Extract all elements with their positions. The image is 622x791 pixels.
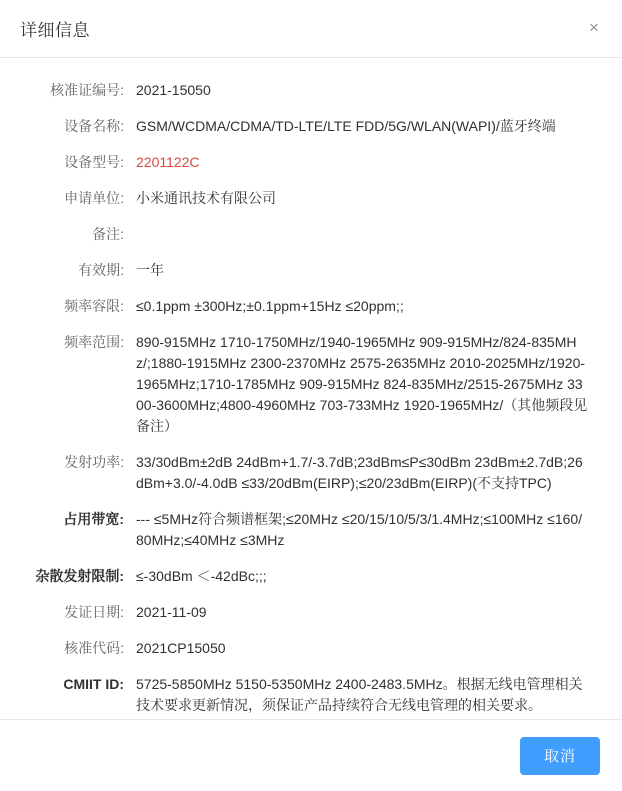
close-icon[interactable]: ×: [589, 18, 599, 37]
detail-field-value: 33/30dBm±2dB 24dBm+1.7/-3.7dB;23dBm≤P≤30dBm 23dBm±2.7dB;26dBm+3.0/-4.0dB ≤33/20dBm(EIRP);≤20/23dBm(EIRP)(不支持TPC): [136, 454, 583, 491]
detail-field-row: [26, 224, 596, 245]
detail-field-label: 频率容限:: [64, 298, 124, 314]
detail-field-row: [26, 509, 596, 551]
detail-field-value: --- ≤5MHz符合频谱框架;≤20MHz ≤20/15/10/5/3/1.4MHz;≤100MHz ≤160/80MHz;≤40MHz ≤3MHz: [136, 511, 583, 548]
detail-field-value: 2021CP15050: [136, 640, 226, 656]
detail-field-value: 5725-5850MHz 5150-5350MHz 2400-2483.5MHz。根据无线电管理相关技术要求更新情况，须保证产品持续符合无线电管理的相关要求。: [136, 676, 583, 713]
detail-field-row: [26, 674, 596, 716]
detail-field-value: ≤-30dBm ＜-42dBc;;;: [136, 568, 267, 584]
detail-field-row: [26, 296, 596, 317]
detail-field-label: 设备名称:: [64, 118, 124, 134]
cancel-button[interactable]: 取消: [520, 737, 600, 775]
detail-field-value: [136, 224, 596, 245]
detail-field-label: 核准证编号:: [50, 82, 124, 98]
dialog-body: [0, 58, 622, 719]
detail-field-list: [26, 80, 596, 716]
detail-field-row: [26, 116, 596, 137]
detail-field-row: [26, 80, 596, 101]
detail-field-row: [26, 452, 596, 494]
detail-field-label: 设备型号:: [64, 154, 124, 170]
detail-field-value: 2021-15050: [136, 82, 211, 98]
detail-field-row: [26, 332, 596, 437]
detail-field-value: 一年: [136, 262, 164, 278]
detail-field-row: [26, 260, 596, 281]
detail-field-label: 发证日期:: [64, 604, 124, 620]
detail-field-value: 2201122C: [136, 154, 200, 170]
detail-field-label: 备注:: [92, 226, 124, 242]
detail-field-label: 占用带宽:: [63, 511, 124, 527]
dialog-title: 详细信息: [20, 21, 90, 40]
detail-field-label: 核准代码:: [64, 640, 124, 656]
detail-field-label: 有效期:: [78, 262, 124, 278]
detail-field-value: 2021-11-09: [136, 604, 207, 620]
detail-field-value: ≤0.1ppm ±300Hz;±0.1ppm+15Hz ≤20ppm;;: [136, 298, 404, 314]
detail-field-row: [26, 152, 596, 173]
detail-field-row: [26, 188, 596, 209]
detail-field-label: 发射功率:: [64, 454, 124, 470]
detail-field-value: 890-915MHz 1710-1750MHz/1940-1965MHz 909-915MHz/824-835MHz/;1880-1915MHz 2300-2370MHz 2575-2635MHz 2010-2025MHz/1920-1965MHz;1710-1785MHz 909-915MHz 824-835MHz/2515-2675MHz 3300-3600MHz;4800-4960MHz 703-733MHz 1920-1965MHz/（其他频段见备注）: [136, 334, 588, 434]
detail-field-label: 杂散发射限制:: [35, 568, 124, 584]
detail-field-label: 申请单位:: [64, 190, 124, 206]
detail-field-value: 小米通讯技术有限公司: [136, 190, 276, 206]
detail-field-row: [26, 566, 596, 587]
detail-field-row: [26, 638, 596, 659]
dialog-footer: [0, 719, 622, 791]
detail-field-label: CMIIT ID:: [63, 676, 124, 692]
detail-field-label: 频率范围:: [64, 334, 124, 350]
detail-field-row: [26, 602, 596, 623]
detail-field-value: GSM/WCDMA/CDMA/TD-LTE/LTE FDD/5G/WLAN(WAPI)/蓝牙终端: [136, 118, 556, 134]
dialog-header: [0, 0, 622, 57]
